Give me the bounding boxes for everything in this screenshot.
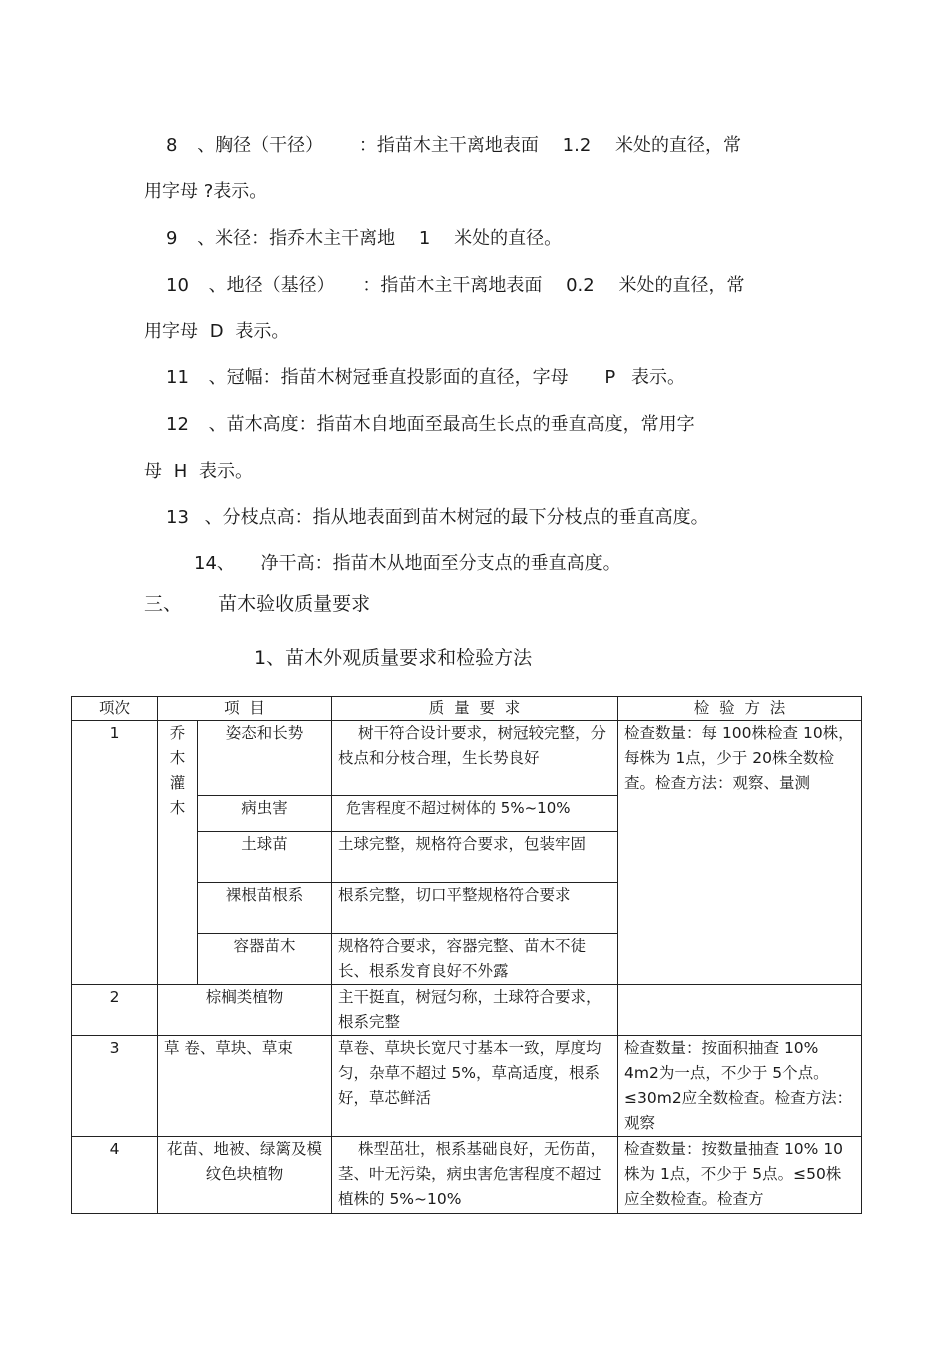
item-name: 裸根苗根系 xyxy=(198,883,332,934)
definition-13 xyxy=(166,506,709,530)
definition-text: ：指苗木主干离地表面 xyxy=(362,275,543,296)
letter: D xyxy=(209,321,224,342)
section-number: 三、 xyxy=(144,593,183,615)
value: 1 xyxy=(418,228,431,249)
term: 、胸径（干径） xyxy=(197,135,324,156)
header-cell: 项 目 xyxy=(158,697,332,721)
definition-text: 、米径：指乔木主干离地 xyxy=(197,228,396,249)
item-number: 8 xyxy=(166,135,178,156)
item-number: 14、 xyxy=(194,553,235,574)
definition-text: 用字母 xyxy=(144,321,198,342)
item-name: 花苗、地被、绿篱及模纹色块植物 xyxy=(158,1137,332,1214)
section-title: 苗木验收质量要求 xyxy=(218,593,371,615)
definition-text: 米处的直径，常 xyxy=(615,135,742,156)
requirement: 主干挺直，树冠匀称，土球符合要求，根系完整 xyxy=(332,985,618,1036)
item-number: 13 xyxy=(166,507,189,528)
value: 0.2 xyxy=(566,275,595,296)
quality-table xyxy=(71,696,862,1214)
table-row xyxy=(72,1137,862,1214)
item-number: 10 xyxy=(166,275,189,296)
header-cell: 项次 xyxy=(72,697,158,721)
definition-11 xyxy=(166,366,685,390)
inspection-method: 检查数量：每 100株检查 10株，每株为 1点，少于 20株全数检查。检查方法：观察、量测 xyxy=(618,721,862,985)
definition-9 xyxy=(166,227,562,251)
definition-10-cont xyxy=(144,320,289,344)
definition-text: ：指苗木主干离地表面 xyxy=(358,135,539,156)
requirement: 树干符合设计要求，树冠较完整，分枝点和分枝合理，生长势良好 xyxy=(332,721,618,796)
row-id: 1 xyxy=(72,721,158,985)
definition-text: 母 xyxy=(144,461,162,482)
definition-text: 表示。 xyxy=(630,367,685,388)
item-name: 棕榈类植物 xyxy=(158,985,332,1036)
item-number: 11 xyxy=(166,367,189,388)
item-name: 土球苗 xyxy=(198,832,332,883)
table-row xyxy=(72,1036,862,1137)
inspection-method: 检查数量：按数量抽查 10% 10株为 1点，不少于 5点。≤50株应全数检查。检查方 xyxy=(618,1137,862,1214)
item-name: 病虫害 xyxy=(198,796,332,832)
definition-text: 表示。 xyxy=(235,321,290,342)
definition-8-cont: 用字母 ?表示。 xyxy=(144,181,268,202)
requirement: 株型茁壮，根系基础良好，无伤苗，茎、叶无污染，病虫害危害程度不超过植株的 5%~10% xyxy=(332,1137,618,1214)
header-cell: 检 验 方 法 xyxy=(618,697,862,721)
row-id: 4 xyxy=(72,1137,158,1214)
definition-text: 、冠幅：指苗木树冠垂直投影面的直径，字母 xyxy=(208,367,569,388)
definition-text: 净干高：指苗木从地面至分支点的垂直高度。 xyxy=(260,553,621,574)
definition-14 xyxy=(194,552,621,576)
requirement: 根系完整，切口平整规格符合要求 xyxy=(332,883,618,934)
requirement: 规格符合要求，容器完整、苗木不徒长、根系发育良好不外露 xyxy=(332,934,618,985)
definition-8 xyxy=(166,134,741,158)
table-row xyxy=(72,985,862,1036)
table-header-row xyxy=(72,697,862,721)
header-cell: 质 量 要 求 xyxy=(332,697,618,721)
subsection-title: 1、苗木外观质量要求和检验方法 xyxy=(254,647,533,669)
row-id: 2 xyxy=(72,985,158,1036)
letter: H xyxy=(173,461,188,482)
table-row xyxy=(72,721,862,796)
item-name: 草 卷、草块、草束 xyxy=(158,1036,332,1137)
definition-text: 米处的直径，常 xyxy=(618,275,745,296)
inspection-method xyxy=(618,985,862,1036)
definition-12-cont xyxy=(144,460,253,484)
requirement: 土球完整，规格符合要求，包装牢固 xyxy=(332,832,618,883)
requirement: 草卷、草块长宽尺寸基本一致，厚度均匀，杂草不超过 5%，草高适度，根系好，草芯鲜活 xyxy=(332,1036,618,1137)
group-label: 乔 木 灌 木 xyxy=(158,721,198,985)
definition-text: 表示。 xyxy=(199,461,254,482)
definition-text: 、分枝点高：指从地表面到苗木树冠的最下分枝点的垂直高度。 xyxy=(204,507,709,528)
item-number: 12 xyxy=(166,414,189,435)
item-name: 容器苗木 xyxy=(198,934,332,985)
definition-text: 、苗木高度：指苗木自地面至最高生长点的垂直高度，常用字 xyxy=(208,414,695,435)
term: 、地径（基径） xyxy=(208,275,335,296)
definition-12 xyxy=(166,413,695,437)
requirement: 危害程度不超过树体的 5%~10% xyxy=(332,796,618,832)
item-name: 姿态和长势 xyxy=(198,721,332,796)
row-id: 3 xyxy=(72,1036,158,1137)
inspection-method: 检查数量：按面积抽查 10% 4m2为一点，不少于 5个点。≤30m2应全数检查。检查方法：观察 xyxy=(618,1036,862,1137)
definition-text: 米处的直径。 xyxy=(454,228,563,249)
item-number: 9 xyxy=(166,228,178,249)
value: 1.2 xyxy=(562,135,592,156)
section-heading xyxy=(144,592,370,616)
definition-10 xyxy=(166,274,744,298)
letter: P xyxy=(604,367,616,388)
